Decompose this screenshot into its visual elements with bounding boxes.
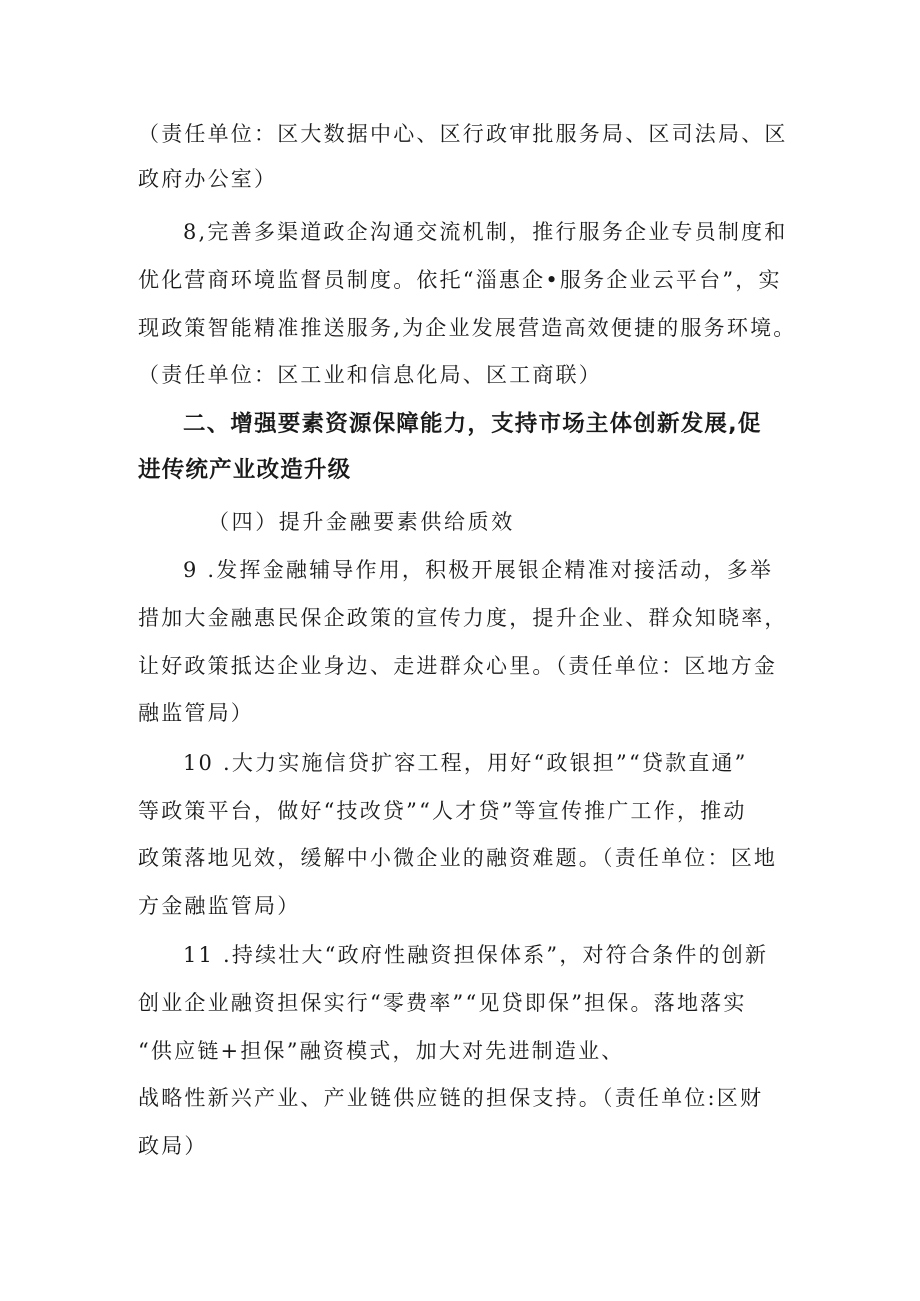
text-line: 政策落地见效，缓解中小微企业的融资难题。（责任单位：区地: [138, 846, 778, 870]
section-heading: 二、增强要素资源保障能力，支持市场主体创新发展,促: [183, 411, 762, 437]
text-line: 现政策智能精准推送服务,为企业发展营造高效便捷的服务环境。: [138, 316, 797, 340]
text-line: 融监管局）: [138, 701, 254, 725]
subsection-heading: （四）提升金融要素供给质效: [208, 510, 515, 534]
text-line: 创业企业融资担保实行“零费率”“见贷即保”担保。落地落实: [138, 991, 747, 1015]
section-heading-continued: 进传统产业改造升级: [138, 457, 352, 483]
paragraph-item-9: 9 .发挥金融辅导作用，积极开展银企精准对接活动，多举: [183, 558, 774, 582]
text-line: 方金融监管局）: [138, 894, 301, 918]
text-line: （责任单位：区大数据中心、区行政审批服务局、区司法局、区: [138, 122, 788, 146]
text-line: 政局）: [138, 1134, 208, 1158]
text-line: 政府办公室）: [138, 167, 278, 191]
paragraph-item-10: 10 .大力实施信贷扩容工程，用好“政银担”“贷款直通”: [183, 751, 748, 775]
text-line: “供应链+担保”融资模式，加大对先进制造业、: [138, 1039, 625, 1063]
text-line: 让好政策抵达企业身边、走进群众心里。（责任单位：区地方金: [138, 654, 778, 678]
text-line: （责任单位：区工业和信息化局、区工商联）: [138, 363, 602, 387]
paragraph-item-8: 8,完善多渠道政企沟通交流机制，推行服务企业专员制度和: [183, 220, 788, 244]
paragraph-item-11: 11 .持续壮大“政府性融资担保体系”，对符合条件的创新: [183, 943, 769, 967]
text-line: 措加大金融惠民保企政策的宣传力度，提升企业、群众知晓率，: [138, 606, 788, 630]
text-line: 优化营商环境监督员制度。依托“淄惠企•服务企业云平台”，实: [138, 268, 782, 292]
text-line: 战略性新兴产业、产业链供应链的担保支持。（责任单位:区财: [138, 1086, 764, 1110]
text-line: 等政策平台，做好“技改贷”“人才贷”等宣传推广工作，推动: [138, 799, 747, 823]
